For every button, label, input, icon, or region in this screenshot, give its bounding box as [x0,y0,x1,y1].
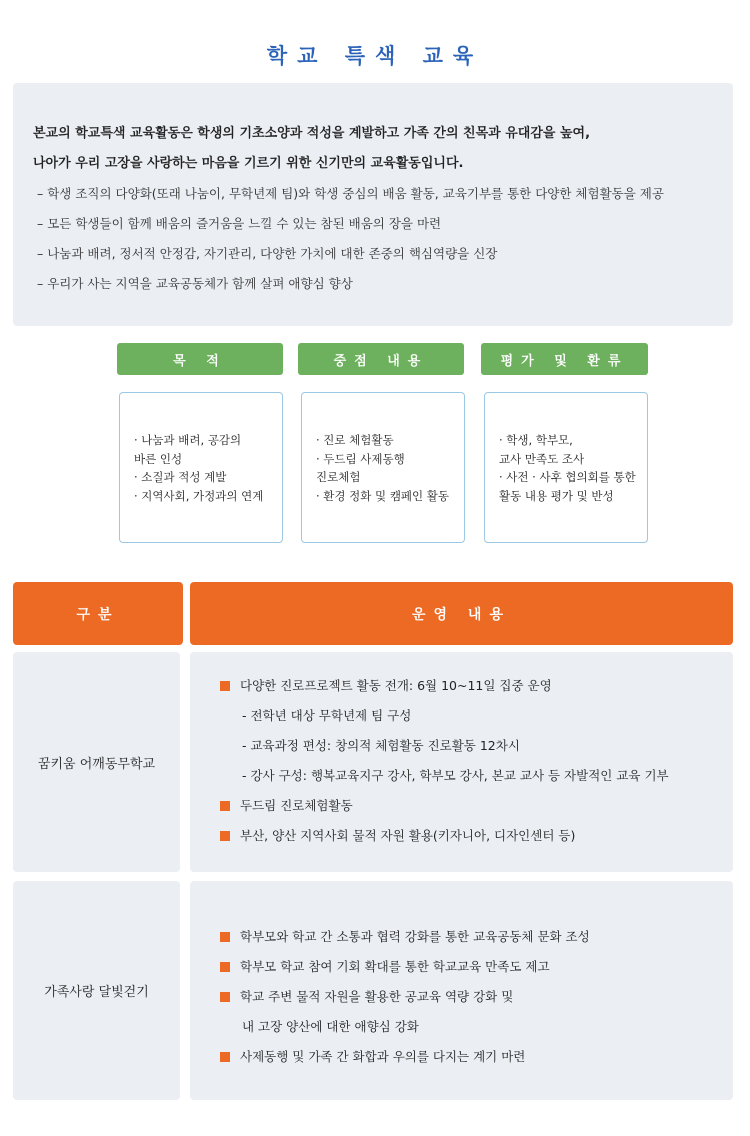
box-line: 활동 내용 평가 및 반성 [499,488,614,503]
box-line: 교사 만족도 조사 [499,451,585,466]
box-line: · 학생, 학부모, [499,433,573,447]
table-row-content [190,881,733,1100]
orange-square-icon [220,992,230,1002]
box-line: · 환경 정화 및 캠페인 활동 [316,488,450,503]
box-line: · 진로 체험활동 [316,433,394,447]
intro-item: – 나눔과 배려, 정서적 안정감, 자기관리, 다양한 가치에 대한 존중의 핵심역량을 신장 [37,246,498,261]
content-line: 내 고장 양산에 대한 애향심 강화 [242,1019,419,1034]
box-evaluation [484,392,648,543]
intro-lead-1: 본교의 학교특색 교육활동은 학생의 기초소양과 적성을 계발하고 가족 간의 친목과 유대감을 높여, [33,126,591,141]
box-line: 바른 인성 [134,451,183,466]
table-header-category: 구분 [13,582,183,645]
box-line: 진로체험 [316,470,361,484]
page-title: 학교 특색 교육 [266,44,484,68]
box-line: · 사전 · 사후 협의회를 통한 [499,470,636,484]
table-row-name: 가족사랑 달빛걷기 [13,881,180,1100]
box-line: · 두드림 사제동행 [316,451,405,466]
orange-square-icon [220,932,230,942]
intro-lead-2: 나아가 우리 고장을 사랑하는 마음을 기르기 위한 신기만의 교육활동입니다. [33,156,464,171]
tag-evaluation: 평가 및 환류 [481,343,648,375]
orange-square-icon [220,681,230,691]
table-row-content [190,652,733,872]
content-line: 부산, 양산 지역사회 물적 자원 활용(키자니아, 디자인센터 등) [220,821,733,851]
box-focus [301,392,465,543]
intro-item: – 우리가 사는 지역을 교육공동체가 함께 살펴 애향심 향상 [37,276,353,291]
intro-item: – 모든 학생들이 함께 배움의 즐거움을 느낄 수 있는 참된 배움의 장을 마련 [37,216,442,231]
orange-square-icon [220,962,230,972]
table-header-content: 운영 내용 [190,582,733,645]
content-line: 사제동행 및 가족 간 화합과 우의를 다지는 계기 마련 [220,1042,733,1072]
box-line: · 지역사회, 가정과의 연계 [134,488,264,503]
content-line: - 전학년 대상 무학년제 팀 구성 [242,708,412,723]
orange-square-icon [220,1052,230,1062]
content-line: - 교육과정 편성: 창의적 체험활동 진로활동 12차시 [242,738,520,753]
intro-panel [13,83,733,326]
content-line: 학교 주변 물적 자원을 활용한 공교육 역량 강화 및 [220,982,733,1012]
table-row-name: 꿈키움 어깨동무학교 [13,652,180,872]
intro-item: – 학생 조직의 다양화(또래 나눔이, 무학년제 팀)와 학생 중심의 배움 활동, 교육기부를 통한 다양한 체험활동을 제공 [37,186,664,201]
tag-purpose: 목 적 [117,343,283,375]
orange-square-icon [220,831,230,841]
box-purpose [119,392,283,543]
content-line: 학부모 학교 참여 기회 확대를 통한 학교교육 만족도 제고 [220,952,733,982]
tag-focus: 중점 내용 [298,343,464,375]
box-line: · 나눔과 배려, 공감의 [134,433,242,447]
content-line: 학부모와 학교 간 소통과 협력 강화를 통한 교육공동체 문화 조성 [220,922,733,952]
content-line: - 강사 구성: 행복교육지구 강사, 학부모 강사, 본교 교사 등 자발적인 교육 기부 [242,768,669,783]
orange-square-icon [220,801,230,811]
box-line: · 소질과 적성 계발 [134,470,227,484]
content-line: 두드림 진로체험활동 [220,791,733,821]
content-line: 다양한 진로프로젝트 활동 전개: 6월 10~11일 집중 운영 [220,671,733,701]
